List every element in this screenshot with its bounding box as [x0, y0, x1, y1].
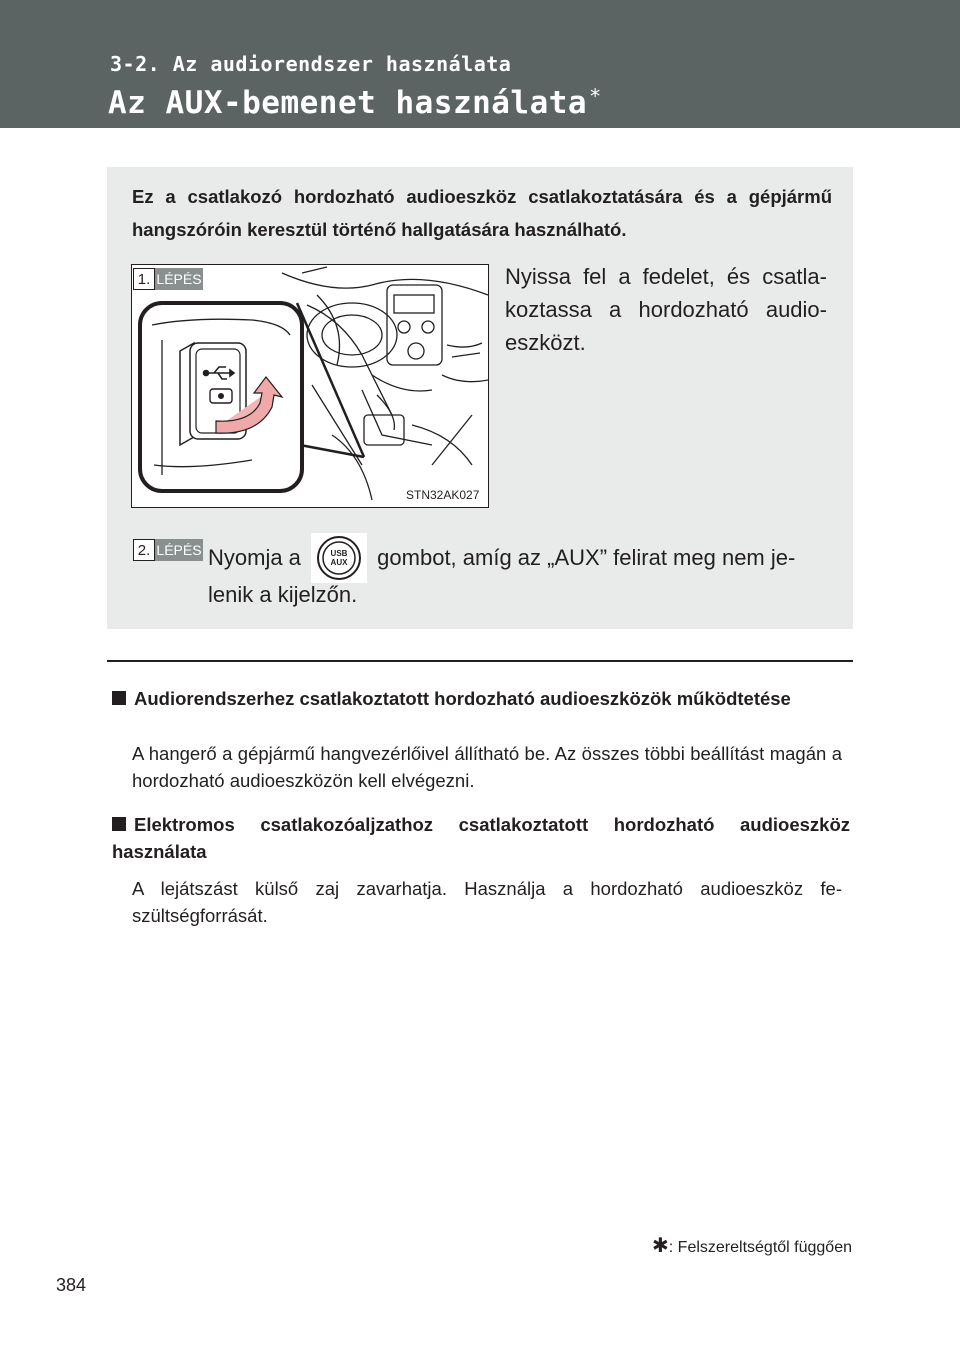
bullet-square-icon: [112, 817, 126, 831]
page-title: [108, 80, 602, 121]
chapter-header: [0, 0, 960, 128]
step-2-number: 2.: [133, 539, 155, 561]
optional-equipment-mark: ∗: [589, 80, 602, 104]
section-label: 3-2. Az audiorendszer használata: [110, 52, 512, 76]
footnote-text: : Felszereltségtől függően: [668, 1239, 852, 1256]
figure-code: STN32AK027: [406, 488, 480, 502]
step-2-text-before: Nyomja a: [208, 545, 301, 570]
bullet-square-icon: [112, 691, 126, 705]
note-1-body: A hangerő a gépjármű hangvezérlőivel állítható be. Az összes többi beállítást magán a hordozható audioeszközön kell elvégezni.: [132, 743, 842, 791]
footnote: [652, 1233, 852, 1258]
step-1-text: Nyissa fel a fedelet, és csatlakoztassa a hordozható audioeszközt.: [505, 264, 827, 355]
step-2-label: LÉPÉS: [155, 539, 203, 561]
button-icon-line1: USB: [330, 549, 348, 559]
note-1-title-text: Audiorendszerhez csatlakoztatott hordozható audioeszközök működtetése: [134, 688, 791, 709]
page-number: 384: [56, 1275, 87, 1295]
usb-aux-button-icon: [311, 541, 367, 577]
note-2-title: [112, 811, 850, 865]
dashboard-drawing: [132, 265, 488, 507]
step-1-number: 1.: [133, 268, 155, 290]
footnote-mark: ✱: [652, 1235, 669, 1257]
intro-text: Ez a csatlakozó hordozható audioeszköz csatlakoztatására és a gépjármű hangszóróin keresztül történő hallgatására használható.: [132, 186, 832, 240]
aux-port-illustration: [131, 264, 489, 508]
note-1-title: [112, 685, 850, 712]
section-divider: [107, 660, 853, 662]
note-2-title-text: Elektromos csatlakozóaljzathoz csatlakoztatott hordozható audioeszköz használata: [112, 814, 850, 862]
page-title-text: Az AUX-bemenet használata: [108, 85, 588, 121]
button-icon-line2: AUX: [330, 558, 348, 568]
step-1-badge: [133, 268, 203, 290]
step-1-label: LÉPÉS: [155, 268, 203, 290]
step-2-badge: [133, 539, 203, 561]
step-2-text-after: gombot, amíg az „AUX” felirat meg nem jelenik a kijelzőn.: [208, 545, 796, 608]
step-2-text: [208, 540, 828, 613]
note-2-body: A lejátszást külső zaj zavarhatja. Használja a hordozható audioeszköz feszültségforrását.: [132, 878, 842, 926]
